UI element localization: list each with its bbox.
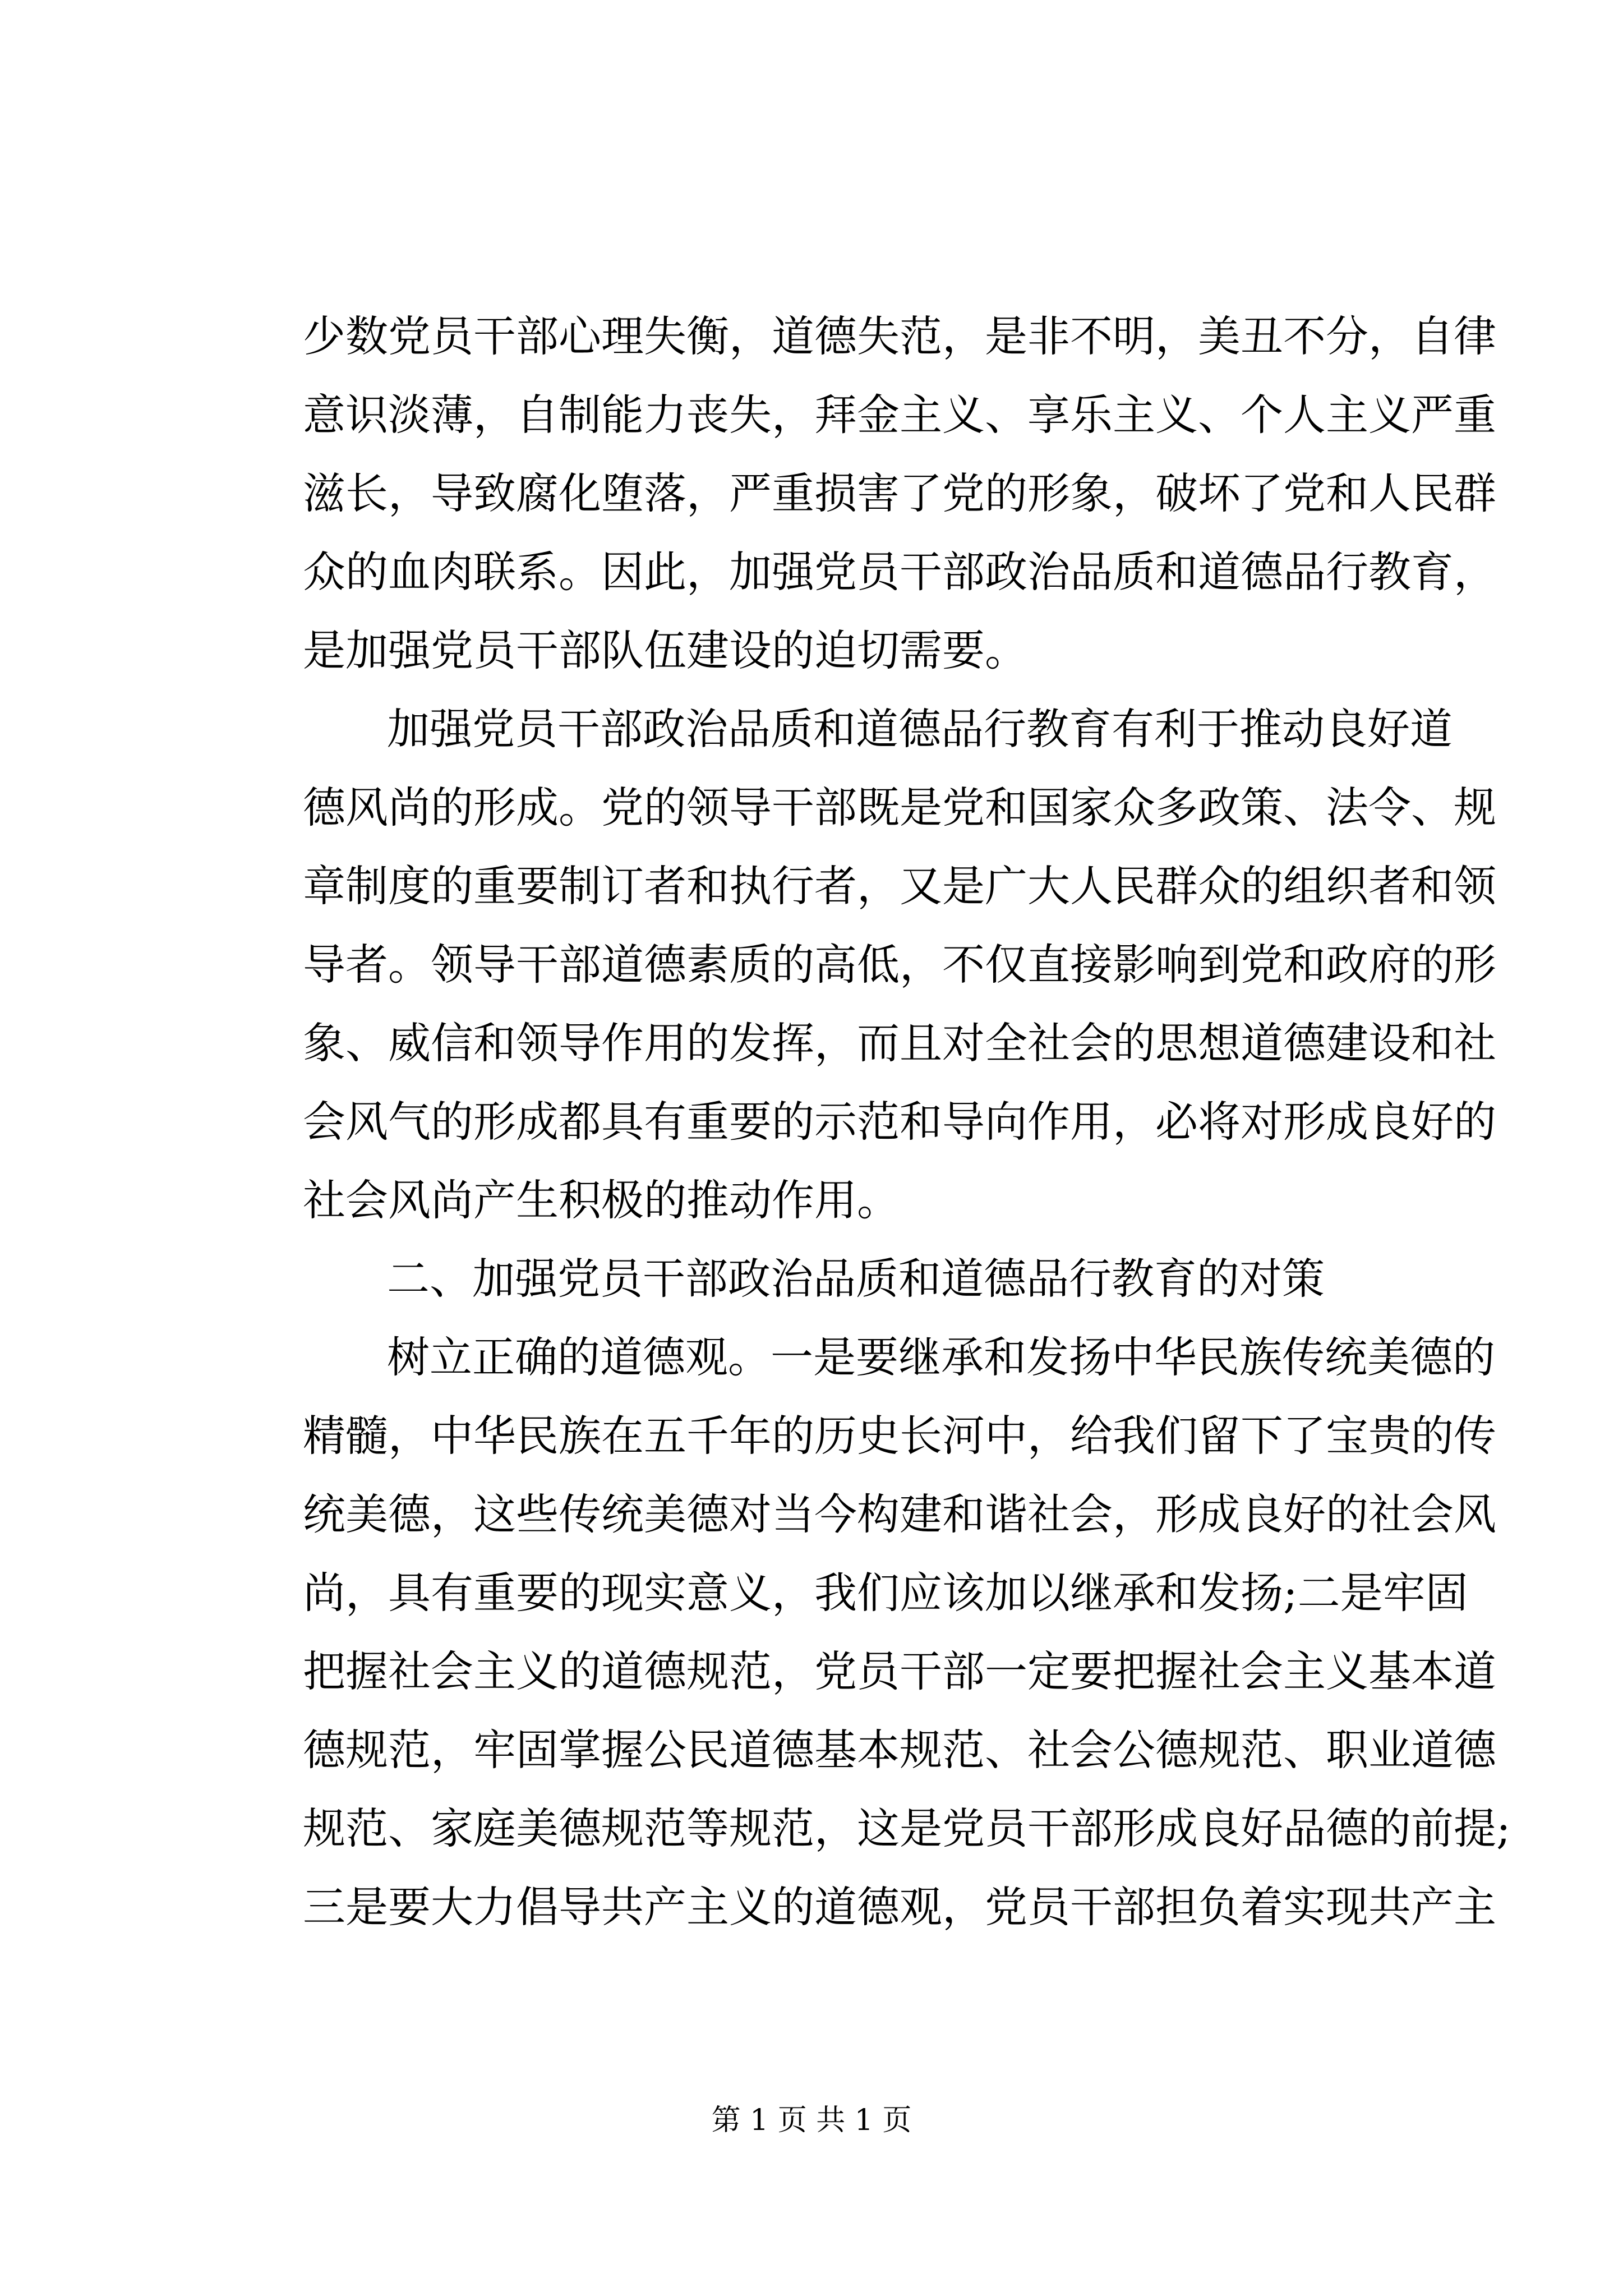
text-line: 象、威信和领导作用的发挥，而且对全社会的思想道德建设和社: [303, 1018, 1496, 1068]
text-line: 是加强党员干部队伍建设的迫切需要。: [303, 625, 1027, 675]
text-line: 三是要大力倡导共产主义的道德观，党员干部担负着实现共产主: [303, 1882, 1496, 1932]
paragraph-start-line: 加强党员干部政治品质和道德品行教育有利于推动良好道: [387, 704, 1453, 754]
text-line: 统美德，这些传统美德对当今构建和谐社会，形成良好的社会风: [303, 1489, 1496, 1539]
text-line: 滋长，导致腐化堕落，严重损害了党的形象，破坏了党和人民群: [303, 468, 1496, 518]
page-number-label: 第 1 页 共 1 页: [711, 2104, 912, 2137]
section-heading: 二、加强党员干部政治品质和道德品行教育的对策: [387, 1254, 1325, 1304]
text-line: 德规范，牢固掌握公民道德基本规范、社会公德规范、职业道德: [303, 1725, 1496, 1775]
text-line: 德风尚的形成。党的领导干部既是党和国家众多政策、法令、规: [303, 783, 1496, 832]
paragraph-start-line: 树立正确的道德观。一是要继承和发扬中华民族传统美德的: [387, 1332, 1495, 1382]
text-line: 规范、家庭美德规范等规范，这是党员干部形成良好品德的前提;: [303, 1803, 1511, 1853]
text-line: 精髓，中华民族在五千年的历史长河中，给我们留下了宝贵的传: [303, 1411, 1496, 1461]
text-line: 尚，具有重要的现实意义，我们应该加以继承和发扬;二是牢固: [303, 1568, 1468, 1618]
text-line: 会风气的形成都具有重要的示范和导向作用，必将对形成良好的: [303, 1097, 1496, 1147]
page-footer: [0, 2098, 1623, 2143]
text-line: 章制度的重要制订者和执行者，又是广大人民群众的组织者和领: [303, 861, 1496, 911]
text-line: 社会风尚产生积极的推动作用。: [303, 1175, 900, 1225]
text-line: 意识淡薄，自制能力丧失，拜金主义、享乐主义、个人主义严重: [303, 390, 1496, 440]
text-line: 把握社会主义的道德规范，党员干部一定要把握社会主义基本道: [303, 1646, 1496, 1696]
text-line: 少数党员干部心理失衡，道德失范，是非不明，美丑不分，自律: [303, 311, 1496, 361]
body-text: [303, 297, 1511, 1947]
text-line: 导者。领导干部道德素质的高低，不仅直接影响到党和政府的形: [303, 940, 1496, 990]
text-line: 众的血肉联系。因此，加强党员干部政治品质和道德品行教育，: [303, 547, 1496, 597]
